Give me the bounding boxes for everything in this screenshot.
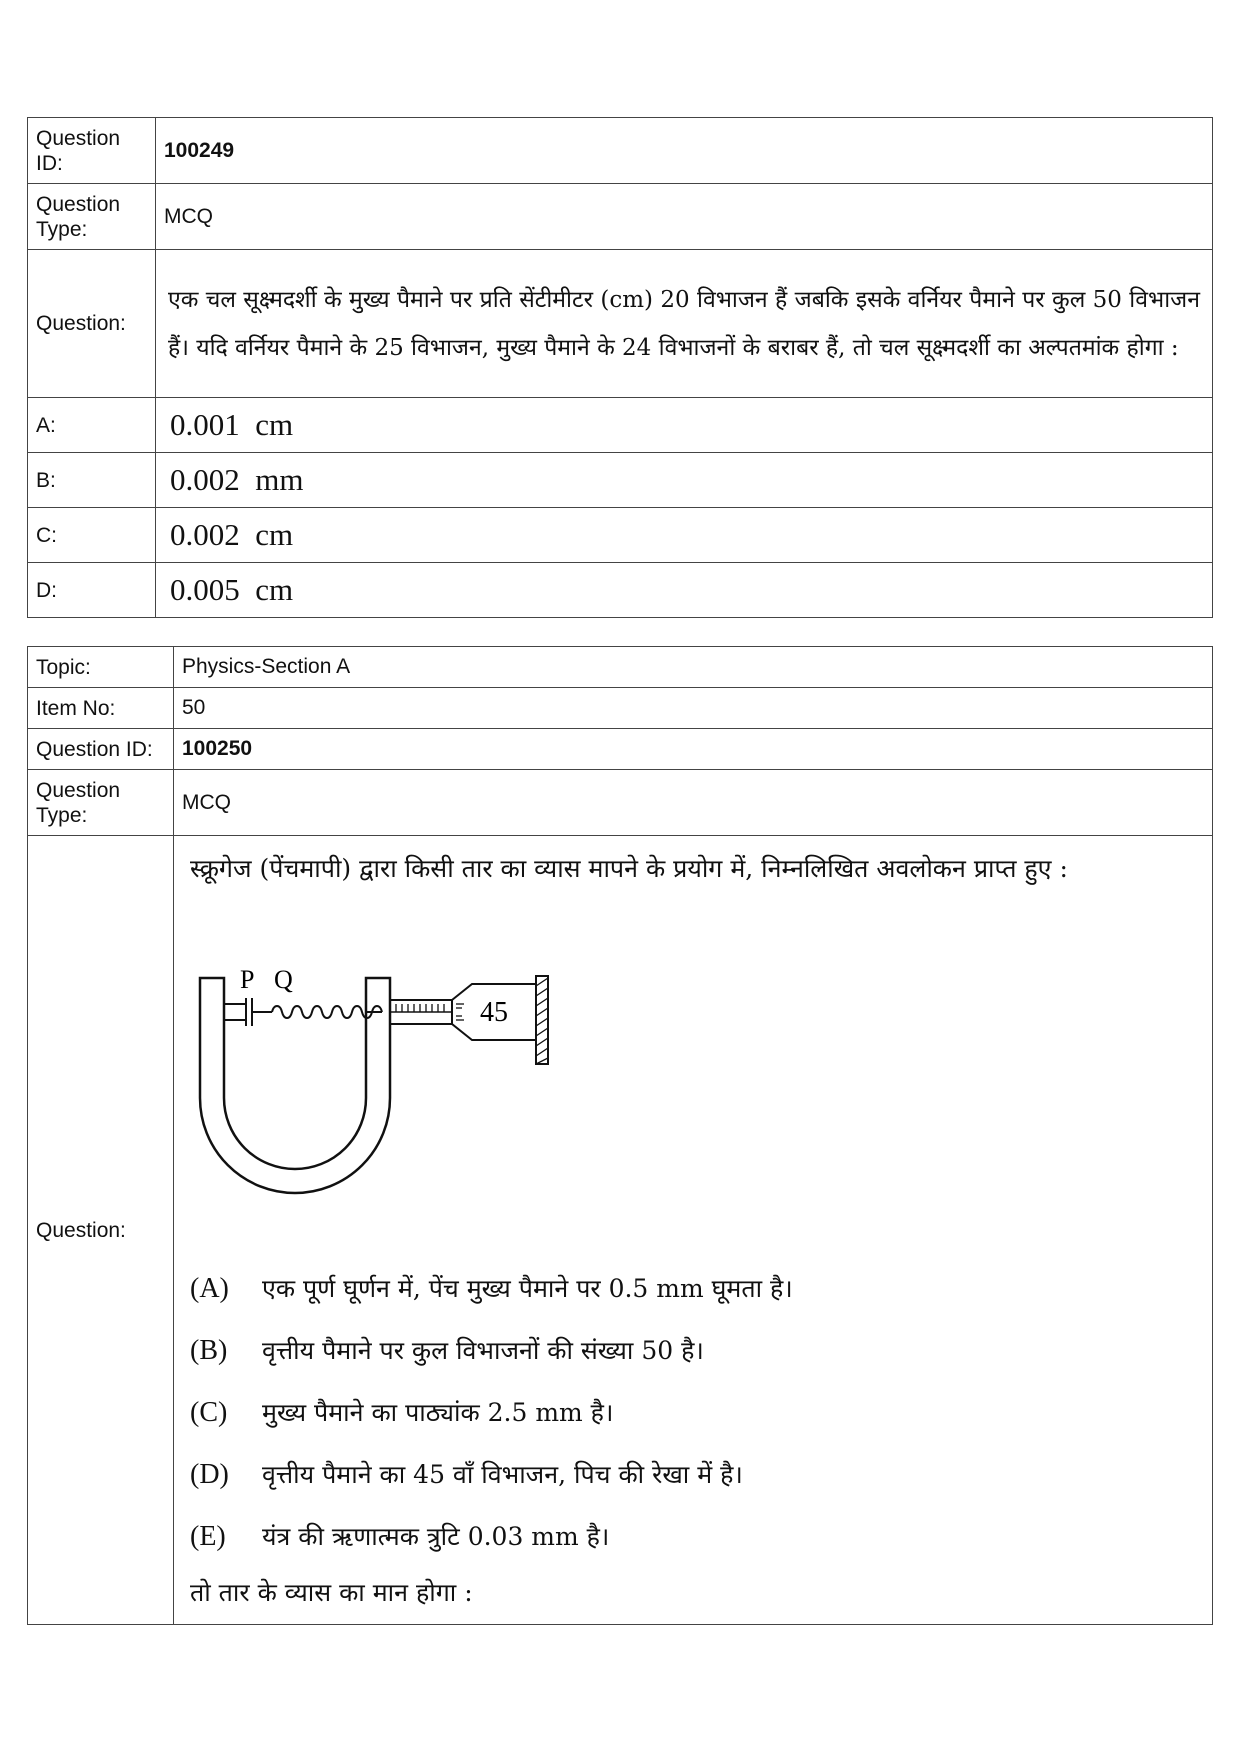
option-c-text: 0.002 cm: [156, 508, 1213, 563]
label-p: P: [240, 965, 255, 994]
statement-tag: (E): [190, 1521, 226, 1552]
question-type-label: Question Type:: [28, 184, 156, 250]
main-scale-ticks: [396, 1004, 444, 1012]
question-id-value: 100249: [156, 118, 1213, 184]
statement-tag: (D): [190, 1459, 229, 1490]
question-table-100250: [27, 646, 1213, 1625]
question-id-label: Question ID:: [28, 729, 174, 770]
option-b-text: 0.002 mm: [156, 453, 1213, 508]
question-id-label: Question ID:: [28, 118, 156, 184]
question-type-label: Question Type:: [28, 770, 174, 836]
screw-gauge-figure: [190, 958, 570, 1198]
question-table-100249: [27, 117, 1213, 618]
statement-text: वृत्तीय पैमाने का 45 वाँ विभाजन, पिच की रेखा में है।: [262, 1460, 743, 1489]
item-no-label: Item No:: [28, 688, 174, 729]
question-label: Question:: [28, 250, 156, 398]
statement-text: मुख्य पैमाने का पाठ्यांक 2.5 mm है।: [262, 1398, 614, 1427]
question-stem: स्क्रूगेज (पेंचमापी) द्वारा किसी तार का व्यास मापने के प्रयोग में, निम्नलिखित अवलोकन प्राप्त हुए :: [190, 854, 1068, 883]
option-d-label: D:: [28, 563, 156, 618]
statement-tag: (C): [190, 1397, 228, 1428]
question-type-value: MCQ: [156, 184, 1213, 250]
statement-list: [190, 1258, 1196, 1568]
option-b-label: B:: [28, 453, 156, 508]
statement-d: [190, 1444, 1196, 1506]
option-c-label: C:: [28, 508, 156, 563]
label-q: Q: [274, 965, 293, 994]
question-label: Question:: [28, 836, 174, 1625]
item-no-value: 50: [174, 688, 1213, 729]
statement-a: [190, 1258, 1196, 1320]
statement-c: [190, 1382, 1196, 1444]
topic-label: Topic:: [28, 647, 174, 688]
question-closing: तो तार के व्यास का मान होगा :: [190, 1578, 473, 1607]
option-a-text: 0.001 cm: [156, 398, 1213, 453]
statement-b: [190, 1320, 1196, 1382]
statement-tag: (B): [190, 1335, 228, 1366]
question-type-value: MCQ: [174, 770, 1213, 836]
question-id-value: 100250: [174, 729, 1213, 770]
option-a-label: A:: [28, 398, 156, 453]
option-d-text: 0.005 cm: [156, 563, 1213, 618]
thimble-reading: 45: [480, 997, 508, 1028]
statement-e: [190, 1506, 1196, 1568]
question-text: एक चल सूक्ष्मदर्शी के मुख्य पैमाने पर प्रति सेंटीमीटर (cm) 20 विभाजन हैं जबकि इसके वर्नियर पैमाने पर कुल 50 विभाजन हैं। यदि वर्नियर पैमाने के 25 विभाजन, मुख्य पैमाने के 24 विभाजनों के बराबर हैं, तो चल सूक्ष्मदर्शी का अल्पतमांक होगा :: [156, 250, 1213, 398]
topic-value: Physics-Section A: [174, 647, 1213, 688]
statement-text: वृत्तीय पैमाने पर कुल विभाजनों की संख्या 50 है।: [262, 1336, 704, 1365]
anvil: [224, 1004, 246, 1020]
question-body: [174, 836, 1213, 1625]
statement-text: एक पूर्ण घूर्णन में, पेंच मुख्य पैमाने पर 0.5 mm घूमता है।: [262, 1274, 793, 1303]
statement-text: यंत्र की ऋणात्मक त्रुटि 0.03 mm है।: [262, 1522, 610, 1551]
statement-tag: (A): [190, 1273, 229, 1304]
